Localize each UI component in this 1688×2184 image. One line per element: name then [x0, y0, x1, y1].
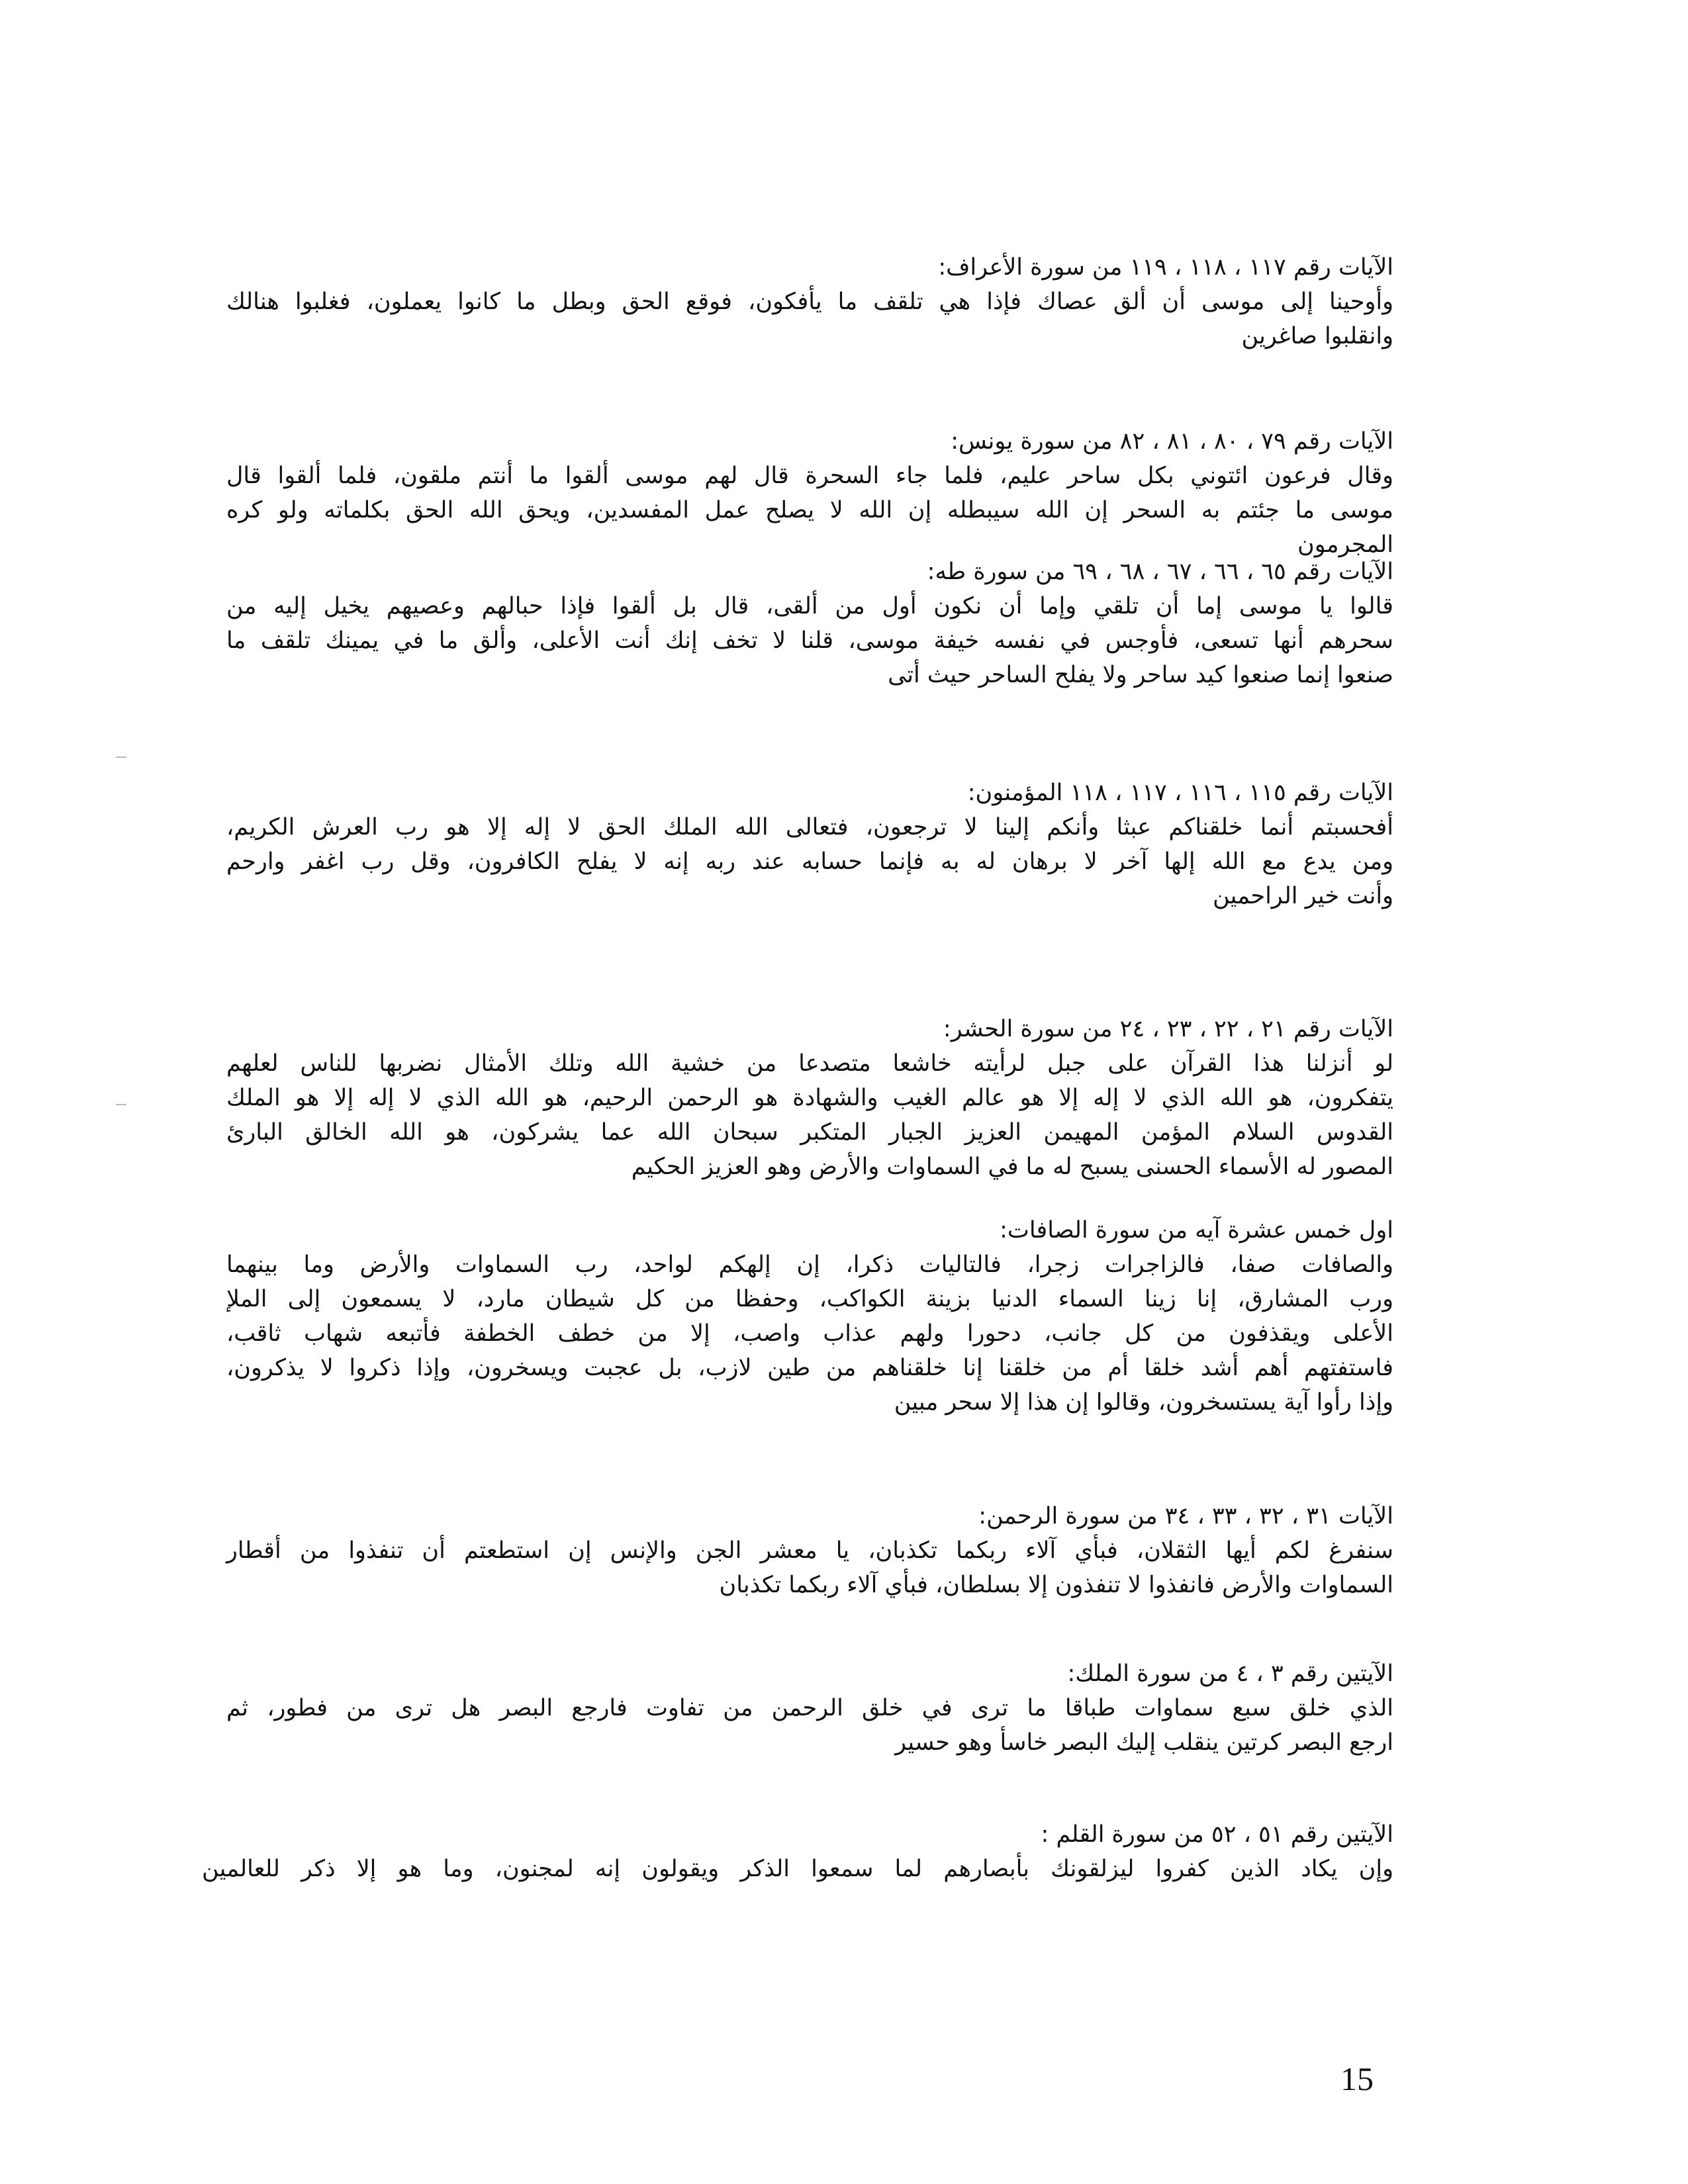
verse-line: وإذا رأوا آية يستسخرون، وقالوا إن هذا إلا سحر مبين	[894, 1389, 1393, 1416]
verse-line: لو أنزلنا هذا القرآن على جبل لرأيته خاشعا متصدعا من خشية الله وتلك الأمثال نضربها للناس لعلهم	[226, 1050, 1393, 1077]
verse-section	[226, 1012, 1393, 1184]
verse-line: المصور له الأسماء الحسنى يسبح له ما في السماوات والأرض وهو العزيز الحكيم	[631, 1154, 1393, 1180]
verse-line: وأوحينا إلى موسى أن ألق عصاك فإذا هي تلقف ما يأفكون، فوقع الحق وبطل ما كانوا يعملون، فغلبوا هنالك	[226, 289, 1393, 315]
section-heading: الآيات رقم ١١٥ ، ١١٦ ، ١١٧ ، ١١٨ المؤمنون:	[967, 780, 1393, 806]
section-heading: الآيات رقم ١١٧ ، ١١٨ ، ١١٩ من سورة الأعراف:	[938, 254, 1393, 281]
verse-section	[202, 1817, 1393, 1886]
scan-mark	[116, 1104, 126, 1105]
verse-section	[226, 1499, 1393, 1602]
verse-section	[226, 424, 1393, 562]
verse-section	[226, 555, 1393, 692]
verse-line: قالوا يا موسى إما أن تلقي وإما أن نكون أول من ألقى، قال بل ألقوا فإذا حبالهم وعصيهم يخيل إليه من	[226, 593, 1393, 619]
verse-line: وانقلبوا صاغرين	[1241, 323, 1393, 349]
verse-line: سحرهم أنها تسعى، فأوجس في نفسه خيفة موسى، قلنا لا تخف إنك أنت الأعلى، وألق ما في يمينك تلقف ما	[226, 627, 1393, 654]
verse-line: المجرمون	[1297, 531, 1393, 558]
verse-line: الذي خلق سبع سماوات طباقا ما ترى في خلق الرحمن من تفاوت فارجع البصر هل ترى من فطور، ثم	[226, 1695, 1393, 1721]
verse-line: فاستفتهم أهم أشد خلقا أم من خلقنا إنا خلقناهم من طين لازب، بل عجبت ويسخرون، وإذا ذكروا لا يذكرون،	[226, 1355, 1393, 1381]
section-heading: الآيات ٣١ ، ٣٢ ، ٣٣ ، ٣٤ من سورة الرحمن:	[978, 1503, 1393, 1529]
section-heading: الآيات رقم ٢١ ، ٢٢ ، ٢٣ ، ٢٤ من سورة الحشر:	[943, 1016, 1393, 1042]
section-heading: الآيات رقم ٧٩ ، ٨٠ ، ٨١ ، ٨٢ من سورة يونس:	[951, 428, 1393, 455]
section-heading: الآيتين رقم ٥١ ، ٥٢ من سورة القلم :	[1041, 1821, 1393, 1848]
scan-mark	[116, 756, 126, 758]
section-heading: الآيات رقم ٦٥ ، ٦٦ ، ٦٧ ، ٦٨ ، ٦٩ من سورة طه:	[927, 559, 1393, 585]
verse-line: وقال فرعون ائتوني بكل ساحر عليم، فلما جاء السحرة قال لهم موسى ألقوا ما أنتم ملقون، فلما ألقوا قال	[226, 463, 1393, 489]
verse-line: القدوس السلام المؤمن المهيمن العزيز الجبار المتكبر سبحان الله عما يشركون، هو الله الخالق البارئ	[226, 1119, 1393, 1146]
section-heading: اول خمس عشرة آيه من سورة الصافات:	[1000, 1217, 1393, 1244]
verse-line: موسى ما جئتم به السحر إن الله سيبطله إن الله لا يصلح عمل المفسدين، ويحق الله الحق بكلماته ولو كره	[226, 497, 1393, 523]
verse-section	[226, 250, 1393, 353]
verse-line: ورب المشارق، إنا زينا السماء الدنيا بزينة الكواكب، وحفظا من كل شيطان مارد، لا يسمعون إلى الملإ	[226, 1286, 1393, 1312]
verse-line: السماوات والأرض فانفذوا لا تنفذون إلا بسلطان، فبأي آلاء ربكما تكذبان	[719, 1572, 1393, 1598]
verse-line: والصافات صفا، فالزاجرات زجرا، فالتاليات ذكرا، إن إلهكم لواحد، رب السماوات والأرض وما بينهما	[226, 1251, 1393, 1278]
verse-line: أفحسبتم أنما خلقناكم عبثا وأنكم إلينا لا ترجعون، فتعالى الله الملك الحق لا إله إلا هو رب العرش الكريم،	[226, 814, 1393, 841]
verse-line: الأعلى ويقذفون من كل جانب، دحورا ولهم عذاب واصب، إلا من خطف الخطفة فأتبعه شهاب ثاقب،	[226, 1320, 1393, 1347]
verse-section	[226, 1213, 1393, 1420]
verse-section	[226, 1657, 1393, 1760]
verse-line: ومن يدع مع الله إلها آخر لا برهان له به فإنما حسابه عند ربه إنه لا يفلح الكافرون، وقل رب اغفر وارحم	[226, 848, 1393, 875]
verse-line: يتفكرون، هو الله الذي لا إله إلا هو عالم الغيب والشهادة هو الرحمن الرحيم، هو الله الذي لا إله إلا هو الملك	[226, 1085, 1393, 1111]
page-number: 15	[1340, 2060, 1374, 2097]
verse-line: صنعوا إنما صنعوا كيد ساحر ولا يفلح الساحر حيث أتى	[888, 662, 1393, 688]
section-heading: الآيتين رقم ٣ ، ٤ من سورة الملك:	[1067, 1661, 1393, 1687]
verse-line: ارجع البصر كرتين ينقلب إليك البصر خاسأ وهو حسير	[895, 1729, 1393, 1756]
verse-section	[226, 776, 1393, 913]
verse-line: سنفرغ لكم أيها الثقلان، فبأي آلاء ربكما تكذبان، يا معشر الجن والإنس إن استطعتم أن تنفذوا من أقطار	[226, 1537, 1393, 1564]
verse-line: وإن يكاد الذين كفروا ليزلقونك بأبصارهم لما سمعوا الذكر ويقولون إنه لمجنون، وما هو إلا ذكر للعالمين	[202, 1856, 1393, 1882]
verse-line: وأنت خير الراحمين	[1213, 883, 1393, 909]
